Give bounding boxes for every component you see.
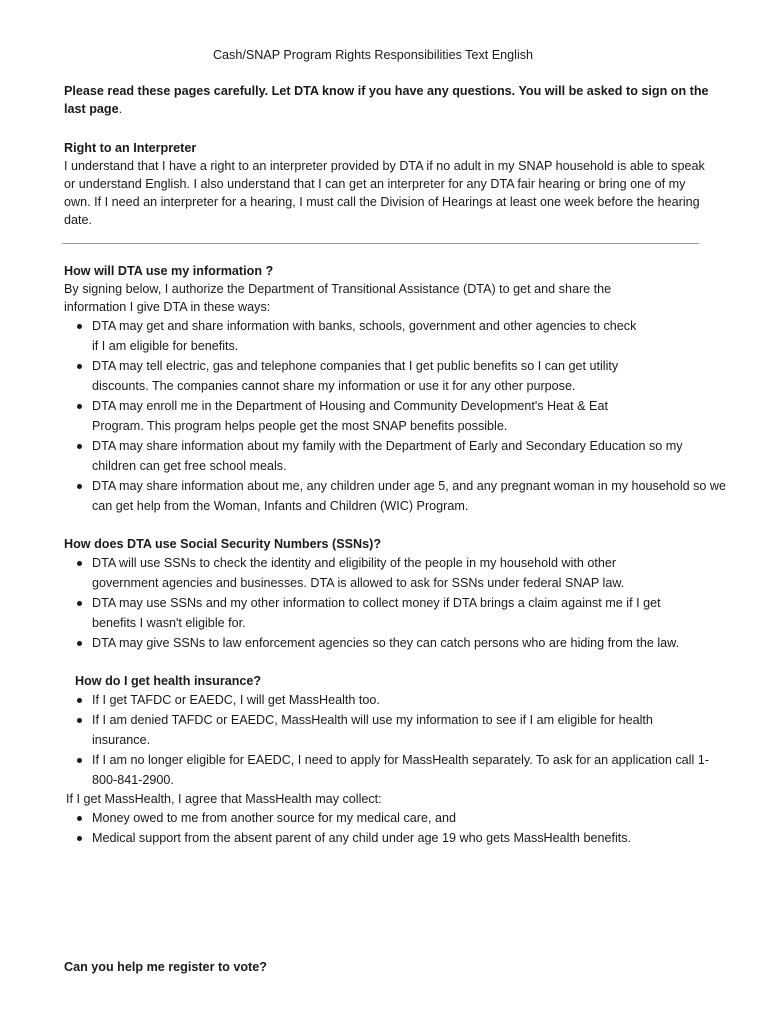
health-heading-block xyxy=(75,672,695,690)
section-divider xyxy=(62,243,699,244)
intro-text: Please read these pages carefully. Let DTA know if you have any questions. You will be asked to sign on the last page xyxy=(64,84,709,116)
list-item: If I get TAFDC or EAEDC, I will get MassHealth too. xyxy=(64,690,692,710)
list-item: Medical support from the absent parent of any child under age 19 who gets MassHealth benefits. xyxy=(64,828,692,848)
list-item: If I am denied TAFDC or EAEDC, MassHealth will use my information to see if I am eligible for health insurance. xyxy=(64,710,672,750)
ssn-list xyxy=(64,553,704,653)
interpreter-body: I understand that I have a right to an interpreter provided by DTA if no adult in my SNAP household is able to speak or understand English. I also understand that I can get an interpreter for any DTA fair hearing or bring one of my own. If I need an interpreter for a hearing, I must call the Division of Hearings at least one week before the hearing date. xyxy=(64,159,705,227)
health-collect-intro: If I get MassHealth, I agree that MassHealth may collect: xyxy=(66,792,382,806)
info-use-intro: By signing below, I authorize the Department of Transitional Assistance (DTA) to get and share the information I give DTA in these ways: xyxy=(64,282,612,314)
health-heading: How do I get health insurance? xyxy=(75,674,262,688)
list-item: DTA will use SSNs to check the identity and eligibility of the people in my household with other government agencies and businesses. DTA is allowed to ask for SSNs under federal SNAP law. xyxy=(64,553,652,593)
ssn-heading: How does DTA use Social Security Numbers (SSNs)? xyxy=(64,537,382,551)
list-item: DTA may share information about my family with the Department of Early and Secondary Education so my children can get free school meals. xyxy=(64,436,728,476)
list-item: DTA may give SSNs to law enforcement agencies so they can catch persons who are hiding from the law. xyxy=(64,633,732,653)
info-use-heading: How will DTA use my information ? xyxy=(64,264,274,278)
vote-section xyxy=(64,958,704,976)
ssn-section xyxy=(64,535,704,653)
info-use-section xyxy=(64,262,727,516)
list-item: DTA may tell electric, gas and telephone companies that I get public benefits so I can get utility discounts. The companies cannot share my information or use it for any other purpose. xyxy=(64,356,652,396)
list-item: Money owed to me from another source for my medical care, and xyxy=(64,808,692,828)
interpreter-heading: Right to an Interpreter xyxy=(64,141,197,155)
health-collect-list xyxy=(64,808,704,848)
document-title: Cash/SNAP Program Rights Responsibilities Text English xyxy=(212,48,534,62)
list-item: If I am no longer eligible for EAEDC, I need to apply for MassHealth separately. To ask for an application call 1-800-841-2900. xyxy=(64,750,732,790)
health-section xyxy=(64,690,709,848)
intro-paragraph xyxy=(64,82,714,118)
list-item: DTA may share information about me, any children under age 5, and any pregnant woman in my household so we can get help from the Woman, Infants and Children (WIC) Program. xyxy=(64,476,732,516)
health-list xyxy=(64,690,709,790)
interpreter-section xyxy=(64,139,714,229)
list-item: DTA may get and share information with banks, schools, government and other agencies to check if I am eligible for benefits. xyxy=(64,316,642,356)
list-item: DTA may use SSNs and my other information to collect money if DTA brings a claim against me if I get benefits I wasn't eligible for. xyxy=(64,593,692,633)
vote-heading: Can you help me register to vote? xyxy=(64,960,267,974)
intro-period: . xyxy=(118,102,123,116)
info-use-list xyxy=(64,316,727,516)
list-item: DTA may enroll me in the Department of Housing and Community Development's Heat & Eat Program. This program helps people get the most SNAP benefits possible. xyxy=(64,396,652,436)
